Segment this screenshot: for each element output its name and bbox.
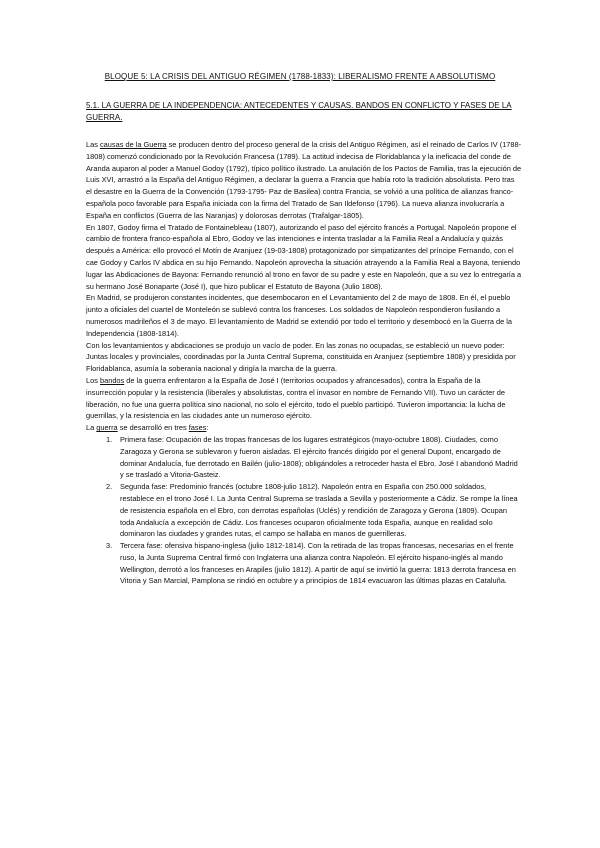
phase-text: Segunda fase: Predominio francés (octubre 1808-julio 1812). Napoleón entra en España con 250.000 soldados, restablece en el trono José I. La Junta Central Suprema se traslada a Sevilla y posteriormente a Cádiz. Se rompe la línea de resistencia española en el Ebro, con derrotas españolas (Uclés) y rendición de Zaragoza y Gerona (1809). Ocupan toda Andalucía a excepción de Cádiz. Los franceses ocuparon oficialmente toda España, aunque en realidad solo dominaron las ciudades y grandes rutas, el campo se hallaba en manos de guerrilleras. [120,482,518,539]
text-run: : [206,423,209,433]
list-number: 3. [106,541,113,551]
phase-text: Primera fase: Ocupación de las tropas francesas de los lugares estratégicos (mayo-octubre 1808). Ciudades, como Zaragoza y Gerona se sublevaron y fueron aisladas. El ejército francés dirigido por el general Dupont, encargado de dominar Andalucía, fue derrotado en Bailén (julio-1808); obligándoles a retroceder hasta el Ebro. José I abandonó Madrid y se trasladó a Vitoria-Gasteiz. [120,434,518,480]
paragraph-causes [86,139,522,222]
underlined-term-causes: causas de la Guerra [99,140,167,149]
paragraph-phases-intro [86,422,522,434]
text-run: se desarrolló en tres [117,423,189,433]
text-run: de la guerra enfrentaron a la España de José I (territorios ocupados y afrancesados), contra la España de la insurrección popular y la resistencia (liberales y absolutistas, contra el invasor en nombre de Fernando VII). Tuvo un carácter de liberación, no fue una guerra política sino nacional, no solo el ejército, todo el pueblo participó. Tuvieron importancia: la lucha de guerrillas, y la resistencia en las ciudades ante un numeroso ejército. [86,375,506,421]
phase-item [86,540,522,587]
underlined-term-fases: fases [188,423,207,433]
text-run: se producen dentro del proceso general de la crisis del Antiguo Régimen, así el reinado de Carlos IV (1788-1808) comenzó condicionado por la Revolución Francesa (1789). La actitud indecisa de Floridablanca y la ineficacia del conde de Aranda auparon al poder a Manuel Godoy (1792), típico político ilustrado. La anulación de los Pactos de Familia, tras la ejecución de Luis XVI, arrastró a la España del Antiguo Régimen, a declarar la guerra a Francia que había roto la tradición absolutista. Pero tras el desastre en la Guerra de la Convención (1793-1795- Paz de Basilea) contra Francia, se volvió a una política de alianzas franco-española poco favorable para España iniciada con la firma del Tratado de San Ildefonso (1796). La nueva alianza involucraría a España en conflictos (Guerra de las Naranjas) y dolorosas derrotas (Trafalgar-1805). [86,140,522,220]
text-run: Las [86,140,100,149]
paragraph-bandos [86,375,522,422]
phase-item [86,481,522,540]
phase-text: Tercera fase: ofensiva hispano-inglesa (julio 1812-1814). Con la retirada de las tropas francesas, necesarias en el frente ruso, la Junta Suprema Central firmó con Inglaterra una alianza contra Napoleón. El ejército hispano-inglés al mando Wellington, derrotó a los franceses en Arapiles (julio 1812). A partir de aquí se invirtió la guerra: 1813 derrota francesa en Vitoria y San Marcial, Pamplona se rindió en octubre y a principios de 1814 evacuaron las últimas plazas en Cataluña. [120,541,516,586]
list-number: 1. [106,434,113,444]
paragraph-godoy: En 1807, Godoy firma el Tratado de Fontainebleau (1807), autorizando el paso del ejército francés a Portugal. Napoleón propone el cambio de frontera franco-española al Ebro, Godoy ve las intenciones e intenta trasladar a la Familia Real a Andalucía y quizás después a América: ello provocó el Motín de Aranjuez (19-03-1808) protagonizado por simpatizantes del príncipe Fernando, con el cae Godoy y Carlos IV abdica en su hijo Fernando. Napoleón aprovecha la situación atrayendo a la Familia Real a Bayona, teniendo lugar las Abdicaciones de Bayona: Fernando renunció al trono en favor de su padre y este en Napoleón, que a su vez lo entregaría a su hermano José Bonaparte (José I), que hizo publicar el Estatuto de Bayona (Julio 1808). [86,222,522,291]
paragraph-madrid: En Madrid, se produjeron constantes incidentes, que desembocaron en el Levantamiento del 2 de mayo de 1808. En él, el pueblo junto a oficiales del cuartel de Monteleón se sublevó contra los franceses. Los soldados de Napoleón respondieron fusilando a numerosos madrileños el 3 de mayo. El levantamiento de Madrid se extendió por todo el territorio y desembocó en la Guerra de la Independencia (1808-1814). [86,293,513,338]
text-run: Los [86,375,100,385]
document-body [86,139,522,587]
underlined-term-bandos: bandos [99,375,125,385]
section-title: 5.1. LA GUERRA DE LA INDEPENDENCIA: ANTECEDENTES Y CAUSAS. BANDOS EN CONFLICTO Y FASES DE LA GUERRA. [86,101,512,122]
text-run: La [86,423,97,433]
list-number: 2. [106,482,113,492]
paragraph-juntas: Con los levantamientos y abdicaciones se produjo un vacío de poder. En las zonas no ocupadas, se estableció un nuevo poder: Juntas locales y provinciales, coordinadas por la Junta Central Suprema, constituida en Aranjuez (septiembre 1808) y presidida por Floridablanca, asumía la soberanía nacional y dirigía la marcha de la guerra. [86,340,516,374]
phase-item [86,434,522,481]
phases-list [86,434,522,587]
document-title: BLOQUE 5: LA CRISIS DEL ANTIGUO RÉGIMEN (1788-1833): LIBERALISMO FRENTE A ABSOLUTISMO [104,72,496,81]
underlined-term-guerra: guerra [96,423,118,433]
